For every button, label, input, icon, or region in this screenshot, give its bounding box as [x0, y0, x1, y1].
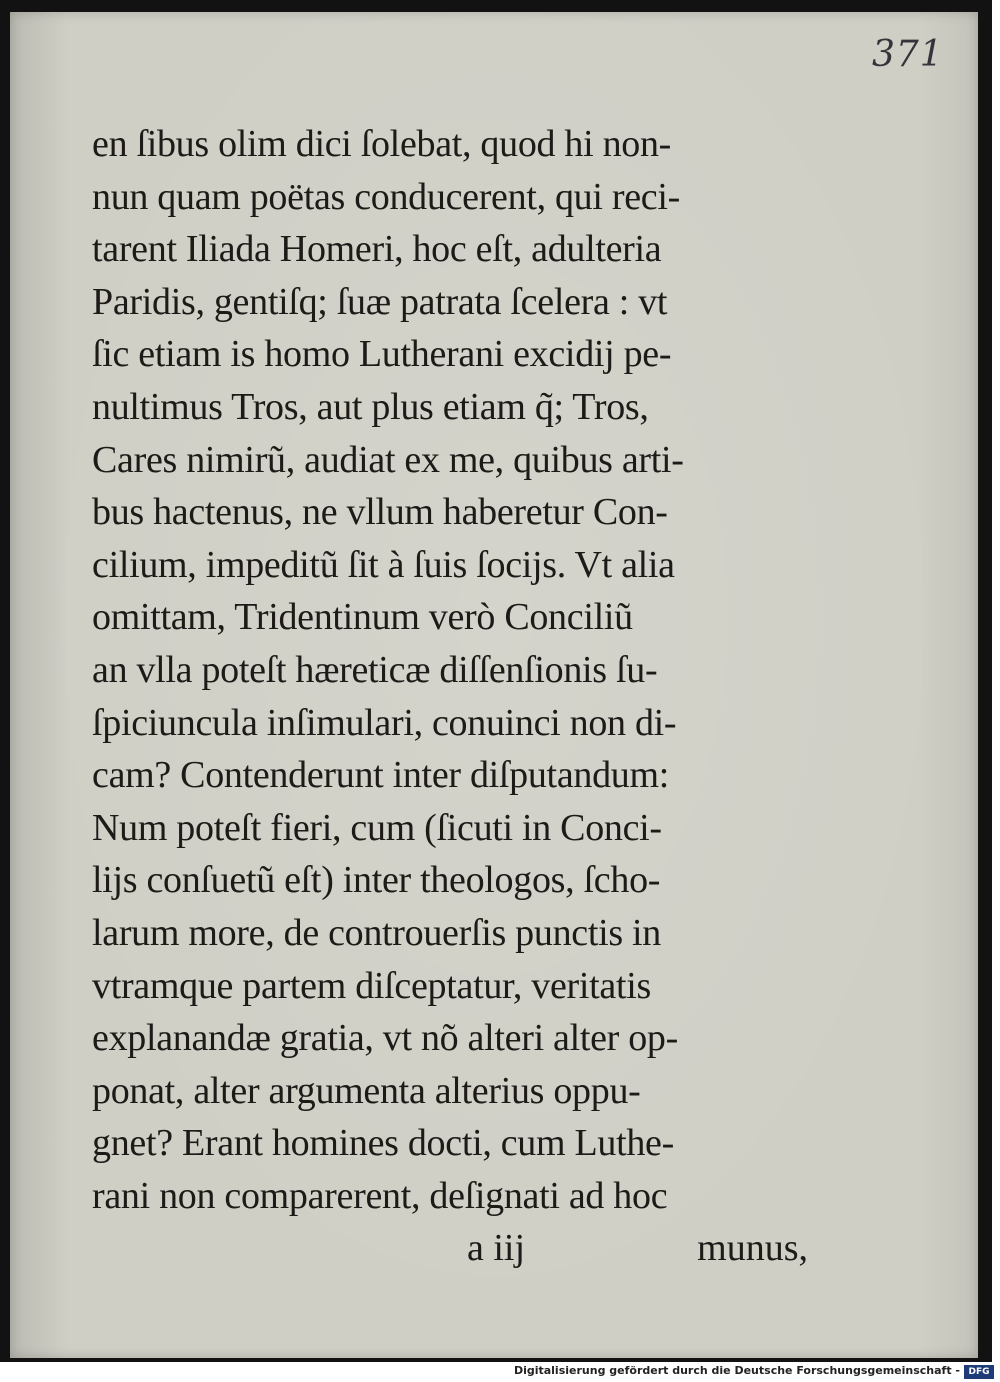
text-line: cam? Contenderunt inter diſputandum:	[92, 754, 669, 797]
dfg-logo-icon: DFG	[964, 1365, 994, 1379]
text-line: gnet? Erant homines docti, cum Luthe-	[92, 1122, 674, 1165]
text-line: en ſibus olim dici ſolebat, quod hi non-	[92, 123, 672, 165]
text-block	[92, 118, 818, 1222]
text-line: ſpiciuncula inſimulari, conuinci non di-	[92, 701, 677, 744]
catch-line	[82, 1222, 808, 1274]
text-line: vtramque partem diſceptatur, veritatis	[92, 964, 651, 1007]
signature-mark: a iij	[467, 1227, 526, 1269]
text-line: Cares nimirũ, audiat ex me, quibus arti-	[92, 438, 684, 481]
text-line: cilium, impeditũ ſit à ſuis ſocijs. Vt alia	[92, 543, 675, 586]
text-line: rani non comparerent, deſignati ad hoc	[92, 1174, 668, 1217]
text-line: ſic etiam is homo Lutherani excidij pe-	[92, 333, 672, 376]
text-line: larum more, de controuerſis punctis in	[92, 911, 662, 954]
text-line: nultimus Tros, aut plus etiam q̃; Tros,	[92, 385, 649, 428]
text-line: Num poteſt fieri, cum (ſicuti in Conci-	[92, 806, 662, 849]
text-line: tarent Iliada Homeri, hoc eſt, adulteria	[92, 228, 662, 271]
funding-credit: Digitalisierung gefördert durch die Deutsche Forschungsgemeinschaft -	[513, 1364, 960, 1377]
text-line: nun quam poëtas conducerent, qui reci-	[92, 175, 680, 218]
text-line: explanandæ gratia, vt nõ alteri alter op-	[92, 1017, 678, 1060]
text-line: an vlla poteſt hæreticæ diſſenſionis ſu-	[92, 648, 658, 691]
folio-number: 371	[872, 34, 944, 75]
text-line: Paridis, gentiſq; ſuæ patrata ſcelera : vt	[92, 280, 668, 323]
footer-bar	[0, 1362, 1000, 1382]
text-line: omittam, Tridentinum verò Conciliũ	[92, 596, 633, 639]
text-line: lijs conſuetũ eſt) inter theologos, ſcho-	[92, 859, 661, 902]
book-page	[10, 12, 978, 1358]
text-line: bus hactenus, ne vllum haberetur Con-	[92, 491, 668, 534]
catchword: munus,	[697, 1227, 808, 1269]
text-line: ponat, alter argumenta alterius oppu-	[92, 1069, 641, 1112]
